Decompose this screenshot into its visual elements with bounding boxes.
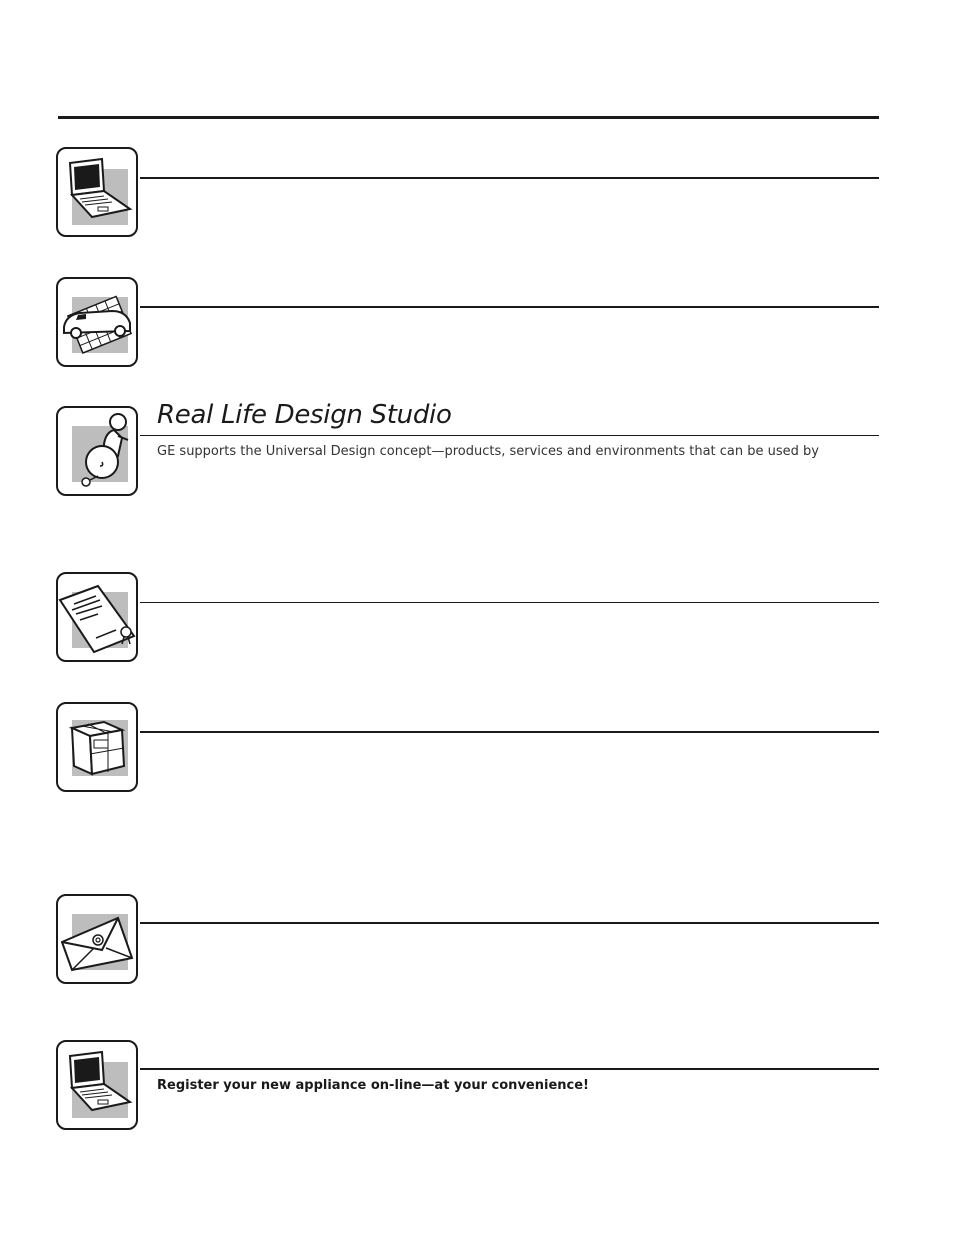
section-rule (140, 922, 879, 924)
section-rule (140, 306, 879, 308)
service-van-calendar-icon (56, 277, 138, 367)
email-envelope-icon (56, 894, 138, 984)
section-rule (140, 731, 879, 733)
registration-body: Register your new appliance on-line—at your convenience! (157, 1078, 589, 1093)
section-rule (140, 602, 879, 603)
laptop-icon (56, 1040, 138, 1130)
section-rule (140, 435, 879, 436)
design-studio-title: Real Life Design Studio (157, 400, 452, 430)
warranty-certificate-icon (56, 572, 138, 662)
wheelchair-icon (56, 406, 138, 496)
section-rule (140, 177, 879, 179)
design-studio-body: GE supports the Universal Design concept—products, services and environments that can be used by (157, 444, 819, 459)
parts-box-icon (56, 702, 138, 792)
section-rule (140, 1068, 879, 1070)
laptop-icon (56, 147, 138, 237)
page-top-rule (58, 116, 879, 119)
